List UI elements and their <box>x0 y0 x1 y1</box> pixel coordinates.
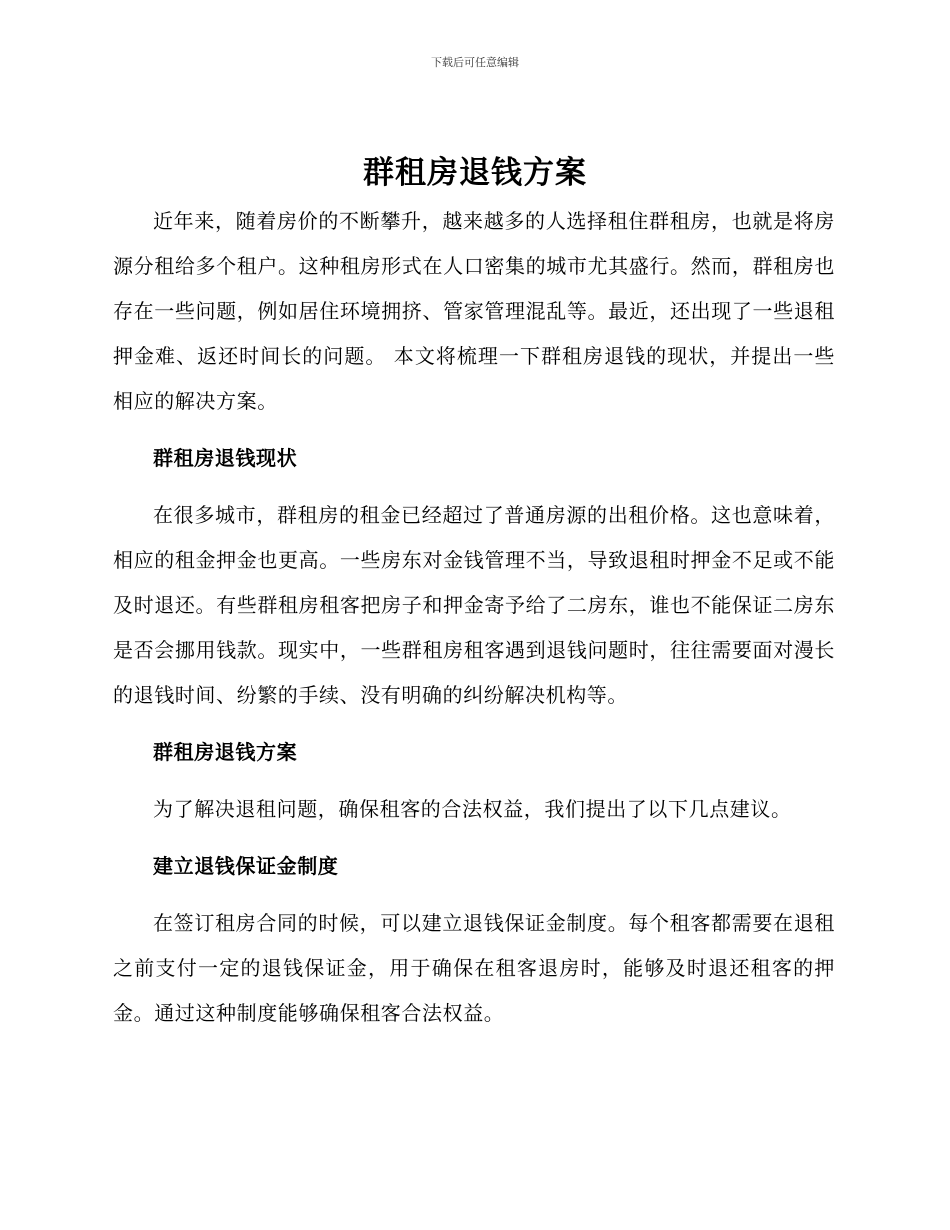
section-heading-deposit-system: 建立退钱保证金制度 <box>153 854 339 878</box>
header-note: 下载后可任意编辑 <box>431 56 519 69</box>
section-paragraph-deposit-system: 在签订租房合同的时候，可以建立退钱保证金制度。每个租客都需要在退租之前支付一定的退钱保证金，用于确保在租客退房时，能够及时退还租客的押金。通过这种制度能够确保租客合法权益。 <box>113 911 835 1025</box>
section-paragraph-plan: 为了解决退租问题，确保租客的合法权益，我们提出了以下几点建议。 <box>153 797 792 821</box>
section-heading-plan: 群租房退钱方案 <box>153 740 298 764</box>
document-title: 群租房退钱方案 <box>363 155 587 191</box>
intro-paragraph: 近年来，随着房价的不断攀升，越来越多的人选择租住群租房，也就是将房源分租给多个租户。这种租房形式在人口密集的城市尤其盛行。然而，群租房也存在一些问题，例如居住环境拥挤、管家管理混乱等。最近，还出现了一些退租押金难、返还时间长的问题。 本文将梳理一下群租房退钱的现状，并提出一些相应的解决方案。 <box>113 209 835 413</box>
section-paragraph-status: 在很多城市，群租房的租金已经超过了普通房源的出租价格。这也意味着，相应的租金押金也更高。一些房东对金钱管理不当，导致退租时押金不足或不能及时退还。有些群租房租客把房子和押金寄予给了二房东，谁也不能保证二房东是否会挪用钱款。现实中，一些群租房租客遇到退钱问题时，往往需要面对漫长的退钱时间、纷繁的手续、没有明确的纠纷解决机构等。 <box>113 503 835 707</box>
document-body <box>113 199 835 1036</box>
section-heading-status: 群租房退钱现状 <box>153 446 298 470</box>
